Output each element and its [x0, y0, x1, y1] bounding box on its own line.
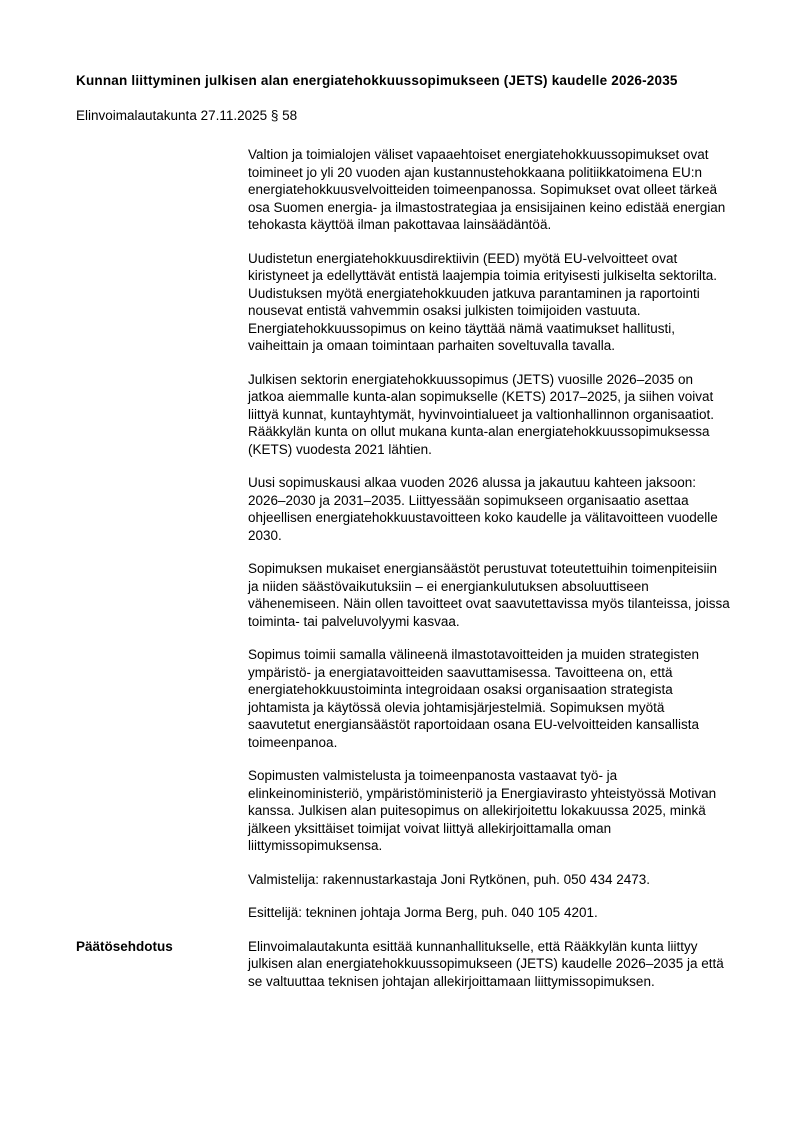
document-body [76, 146, 730, 1006]
body-paragraph: Julkisen sektorin energiatehokkuussopimus (JETS) vuosille 2026–2035 on jatkoa aiemmalle kunta-alan sopimukselle (KETS) 2017–2025, ja siihen voivat liittyä kunnat, kuntayhtymät, hyvinvointialueet ja valtionhallinnon organisaatiot. Rääkkylän kunta on ollut mukana kunta-alan energiatehokkuussopimuksessa (KETS) vuodesta 2021 lähtien. [248, 371, 715, 457]
body-paragraph: Sopimusten valmistelusta ja toimeenpanosta vastaavat työ- ja elinkeinoministeriö, ympäristöministeriö ja Energiavirasto yhteistyössä Motivan kanssa. Julkisen alan puitesopimus on allekirjoitettu lokakuussa 2025, minkä jälkeen yksittäiset toimijat voivat liittyä allekirjoittamalla oman liittymissopimuksensa. [248, 768, 717, 853]
document-title: Kunnan liittyminen julkisen alan energiatehokkuussopimukseen (JETS) kaudelle 2026-2035 [76, 73, 678, 88]
body-paragraph: Sopimuksen mukaiset energiansäästöt perustuvat toteutettuihin toimenpiteisiin ja niiden säästövaikutuksiin – ei energiankulutuksen absoluuttiseen vähenemiseen. Näin ollen tavoitteet ovat saavutettavissa myös tilanteissa, joissa toiminta- tai palveluvolyymi kasvaa. [248, 561, 730, 629]
body-paragraph: Uudistetun energiatehokkuusdirektiivin (EED) myötä EU-velvoitteet ovat kiristyneet ja edellyttävät entistä laajempia toimia erityisesti julkiselta sektorilta. Uudistuksen myötä energiatehokkuuden jatkuva parantaminen ja raportointi nousevat entistä vahvemmin osaksi julkisten toimijoiden vastuuta. Energiatehokkuussopimus on keino täyttää nämä vaatimukset hallitusti, vaiheittain ja omaan toimintaan parhaiten soveltuvalla tavalla. [248, 250, 717, 353]
body-paragraph: Uusi sopimuskausi alkaa vuoden 2026 alussa ja jakautuu kahteen jaksoon: 2026–2030 ja 2031–2035. Liittyessään sopimukseen organisaatio asettaa ohjeellisen energiatehokkuustavoitteen koko kaudelle ja välitavoitteen vuodelle 2030. [248, 475, 718, 543]
preparer-line: Valmistelija: rakennustarkastaja Joni Rytkönen, puh. 050 434 2473. [248, 871, 650, 887]
decision-proposal-section [76, 938, 730, 991]
body-paragraph: Valtion ja toimialojen väliset vapaaehtoiset energiatehokkuussopimukset ovat toimineet jo yli 20 vuoden ajan kustannustehokkaana politiikkatoimena EU:n energiatehokkuusvelvoitteiden toimeenpanossa. Sopimukset ovat olleet tärkeä osa Suomen energia- ja ilmastostrategiaa ja ensisijainen keino edistää energian tehokasta käyttöä ilman pakottavaa lainsäädäntöä. [248, 147, 726, 232]
decision-proposal-label: Päätösehdotus [76, 938, 173, 954]
committee-date-line: Elinvoimalautakunta 27.11.2025 § 58 [76, 108, 298, 123]
presenter-line: Esittelijä: tekninen johtaja Jorma Berg, puh. 040 105 4201. [248, 905, 598, 920]
body-paragraph: Sopimus toimii samalla välineenä ilmastotavoitteiden ja muiden strategisten ympäristö- ja energiatavoitteiden saavuttamisessa. Tavoitteena on, että energiatehokkuustoiminta integroidaan osaksi organisaation strategista johtamista ja käytössä olevia johtamisjärjestelmiä. Sopimuksen myötä saavutetut energiansäästöt raportoidaan osana EU-velvoitteiden kansallista toimeenpanoa. [248, 647, 700, 750]
decision-proposal-text: Elinvoimalautakunta esittää kunnanhallitukselle, että Rääkkylän kunta liittyy julkisen alan energiatehokkuussopimukseen (JETS) kaudelle 2026–2035 ja että se valtuuttaa teknisen johtajan allekirjoittamaan liittymissopimuksen. [248, 938, 724, 989]
